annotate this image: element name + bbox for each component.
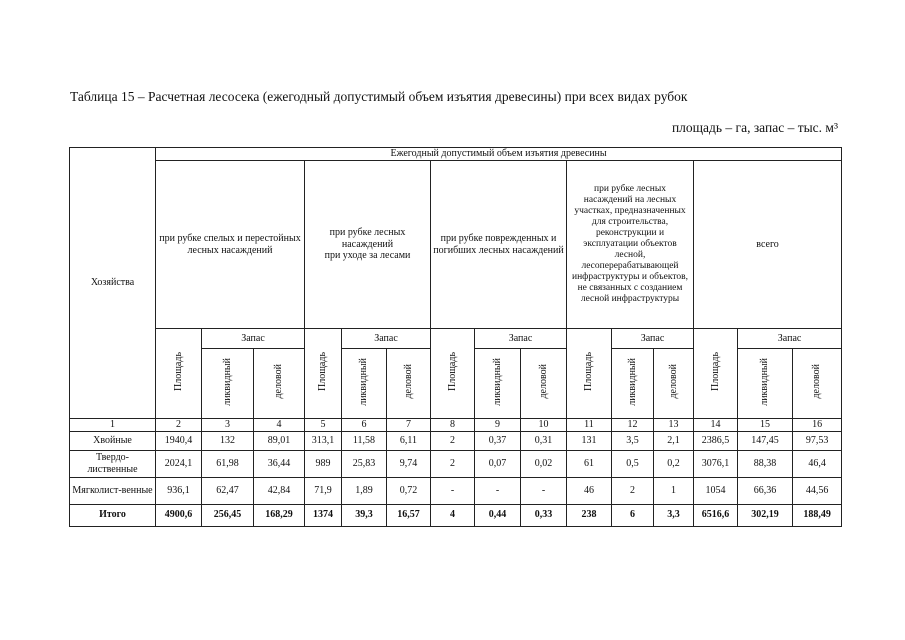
cat-construction-header: при рубке лесных насаждений на лесных участках, предназначенных для строительства, реконструкции и эксплуатации объектов лесной, лесоперерабатывающей инфраструктуры и объектов, не связанных с созданием лесной инфраструктуры — [567, 161, 694, 329]
business-header-2: деловой — [387, 349, 431, 419]
cat-thinning-header — [305, 161, 431, 329]
cell: 88,38 — [738, 450, 793, 477]
stock-header-4: Запас — [612, 329, 694, 349]
cell: 0,07 — [475, 450, 521, 477]
cell: 238 — [567, 504, 612, 526]
cell: 0,72 — [387, 477, 431, 504]
cell: 11,58 — [342, 431, 387, 450]
cat-mature-header: при рубке спелых и перестойных лесных насаждений — [156, 161, 305, 329]
col-number: 4 — [254, 419, 305, 432]
cell: 6 — [612, 504, 654, 526]
col-number: 8 — [431, 419, 475, 432]
cell: 1 — [654, 477, 694, 504]
cell: 66,36 — [738, 477, 793, 504]
business-header-1: деловой — [254, 349, 305, 419]
area-header-4: Площадь — [567, 329, 612, 419]
cell: 97,53 — [793, 431, 842, 450]
liquid-header-5: ликвидный — [738, 349, 793, 419]
area-header-1: Площадь — [156, 329, 202, 419]
cell: 2,1 — [654, 431, 694, 450]
cell: 4900,6 — [156, 504, 202, 526]
cell: - — [475, 477, 521, 504]
cell: 71,9 — [305, 477, 342, 504]
total-row — [70, 504, 842, 526]
cutting-volume-table — [69, 147, 842, 527]
col-number: 10 — [521, 419, 567, 432]
col-number: 5 — [305, 419, 342, 432]
cell: 168,29 — [254, 504, 305, 526]
cell: 1,89 — [342, 477, 387, 504]
cell: 0,37 — [475, 431, 521, 450]
col-number: 1 — [70, 419, 156, 432]
cell: 36,44 — [254, 450, 305, 477]
cell: 2386,5 — [694, 431, 738, 450]
cat-total-header: всего — [694, 161, 842, 329]
table-caption: Таблица 15 – Расчетная лесосека (ежегодный допустимый объем изъятия древесины) при всех видах рубок — [70, 89, 688, 104]
cat-thinning-line2: при уходе за лесами — [324, 250, 411, 262]
table-row — [70, 477, 842, 504]
cell: 0,02 — [521, 450, 567, 477]
cell: 3076,1 — [694, 450, 738, 477]
liquid-header-2: ликвидный — [342, 349, 387, 419]
area-header-3: Площадь — [431, 329, 475, 419]
stock-header-5: Запас — [738, 329, 842, 349]
liquid-header-4: ликвидный — [612, 349, 654, 419]
cell: 46 — [567, 477, 612, 504]
col-number: 15 — [738, 419, 793, 432]
cell: - — [431, 477, 475, 504]
cell: 25,83 — [342, 450, 387, 477]
cell: 188,49 — [793, 504, 842, 526]
col-number: 11 — [567, 419, 612, 432]
cat-thinning-line1: при рубке лесных насаждений — [329, 227, 406, 250]
col-number: 9 — [475, 419, 521, 432]
cell: 62,47 — [202, 477, 254, 504]
cell: 4 — [431, 504, 475, 526]
cell: 0,44 — [475, 504, 521, 526]
column-number-row — [70, 419, 842, 432]
farms-header: Хозяйства — [70, 148, 156, 419]
col-number: 13 — [654, 419, 694, 432]
row-label: Твердо-лиственные — [70, 450, 156, 477]
cell: 936,1 — [156, 477, 202, 504]
col-number: 2 — [156, 419, 202, 432]
cell: 2 — [431, 450, 475, 477]
stock-header-3: Запас — [475, 329, 567, 349]
cell: 42,84 — [254, 477, 305, 504]
cell: 1374 — [305, 504, 342, 526]
col-number: 16 — [793, 419, 842, 432]
cell: 0,31 — [521, 431, 567, 450]
cell: 313,1 — [305, 431, 342, 450]
area-header-5: Площадь — [694, 329, 738, 419]
units-note: площадь – га, запас – тыс. м³ — [671, 120, 838, 135]
cell: 0,33 — [521, 504, 567, 526]
col-number: 14 — [694, 419, 738, 432]
col-number: 6 — [342, 419, 387, 432]
stock-header-2: Запас — [342, 329, 431, 349]
row-label: Итого — [70, 504, 156, 526]
business-header-4: деловой — [654, 349, 694, 419]
cell: 3,5 — [612, 431, 654, 450]
cell: 302,19 — [738, 504, 793, 526]
group-header: Ежегодный допустимый объем изъятия древесины — [156, 148, 842, 161]
col-number: 3 — [202, 419, 254, 432]
cell: 131 — [567, 431, 612, 450]
cell: 1940,4 — [156, 431, 202, 450]
row-label: Мягколист-венные — [70, 477, 156, 504]
cell: 46,4 — [793, 450, 842, 477]
cell: 0,5 — [612, 450, 654, 477]
area-header-2: Площадь — [305, 329, 342, 419]
cell: 2 — [612, 477, 654, 504]
cell: 256,45 — [202, 504, 254, 526]
cell: 16,57 — [387, 504, 431, 526]
cell: 61,98 — [202, 450, 254, 477]
row-label: Хвойные — [70, 431, 156, 450]
cat-damaged-header: при рубке поврежденных и погибших лесных насаждений — [431, 161, 567, 329]
business-header-5: деловой — [793, 349, 842, 419]
col-number: 7 — [387, 419, 431, 432]
table-row — [70, 431, 842, 450]
cell: 6516,6 — [694, 504, 738, 526]
liquid-header-3: ликвидный — [475, 349, 521, 419]
stock-header-1: Запас — [202, 329, 305, 349]
table-row — [70, 450, 842, 477]
cell: 61 — [567, 450, 612, 477]
cell: 39,3 — [342, 504, 387, 526]
cell: 6,11 — [387, 431, 431, 450]
cell: 147,45 — [738, 431, 793, 450]
cell: 2 — [431, 431, 475, 450]
cell: 989 — [305, 450, 342, 477]
cell: 9,74 — [387, 450, 431, 477]
col-number: 12 — [612, 419, 654, 432]
cell: 0,2 — [654, 450, 694, 477]
cell: 2024,1 — [156, 450, 202, 477]
business-header-3: деловой — [521, 349, 567, 419]
cell: - — [521, 477, 567, 504]
cell: 1054 — [694, 477, 738, 504]
cell: 44,56 — [793, 477, 842, 504]
cell: 3,3 — [654, 504, 694, 526]
liquid-header-1: ликвидный — [202, 349, 254, 419]
cell: 89,01 — [254, 431, 305, 450]
cell: 132 — [202, 431, 254, 450]
